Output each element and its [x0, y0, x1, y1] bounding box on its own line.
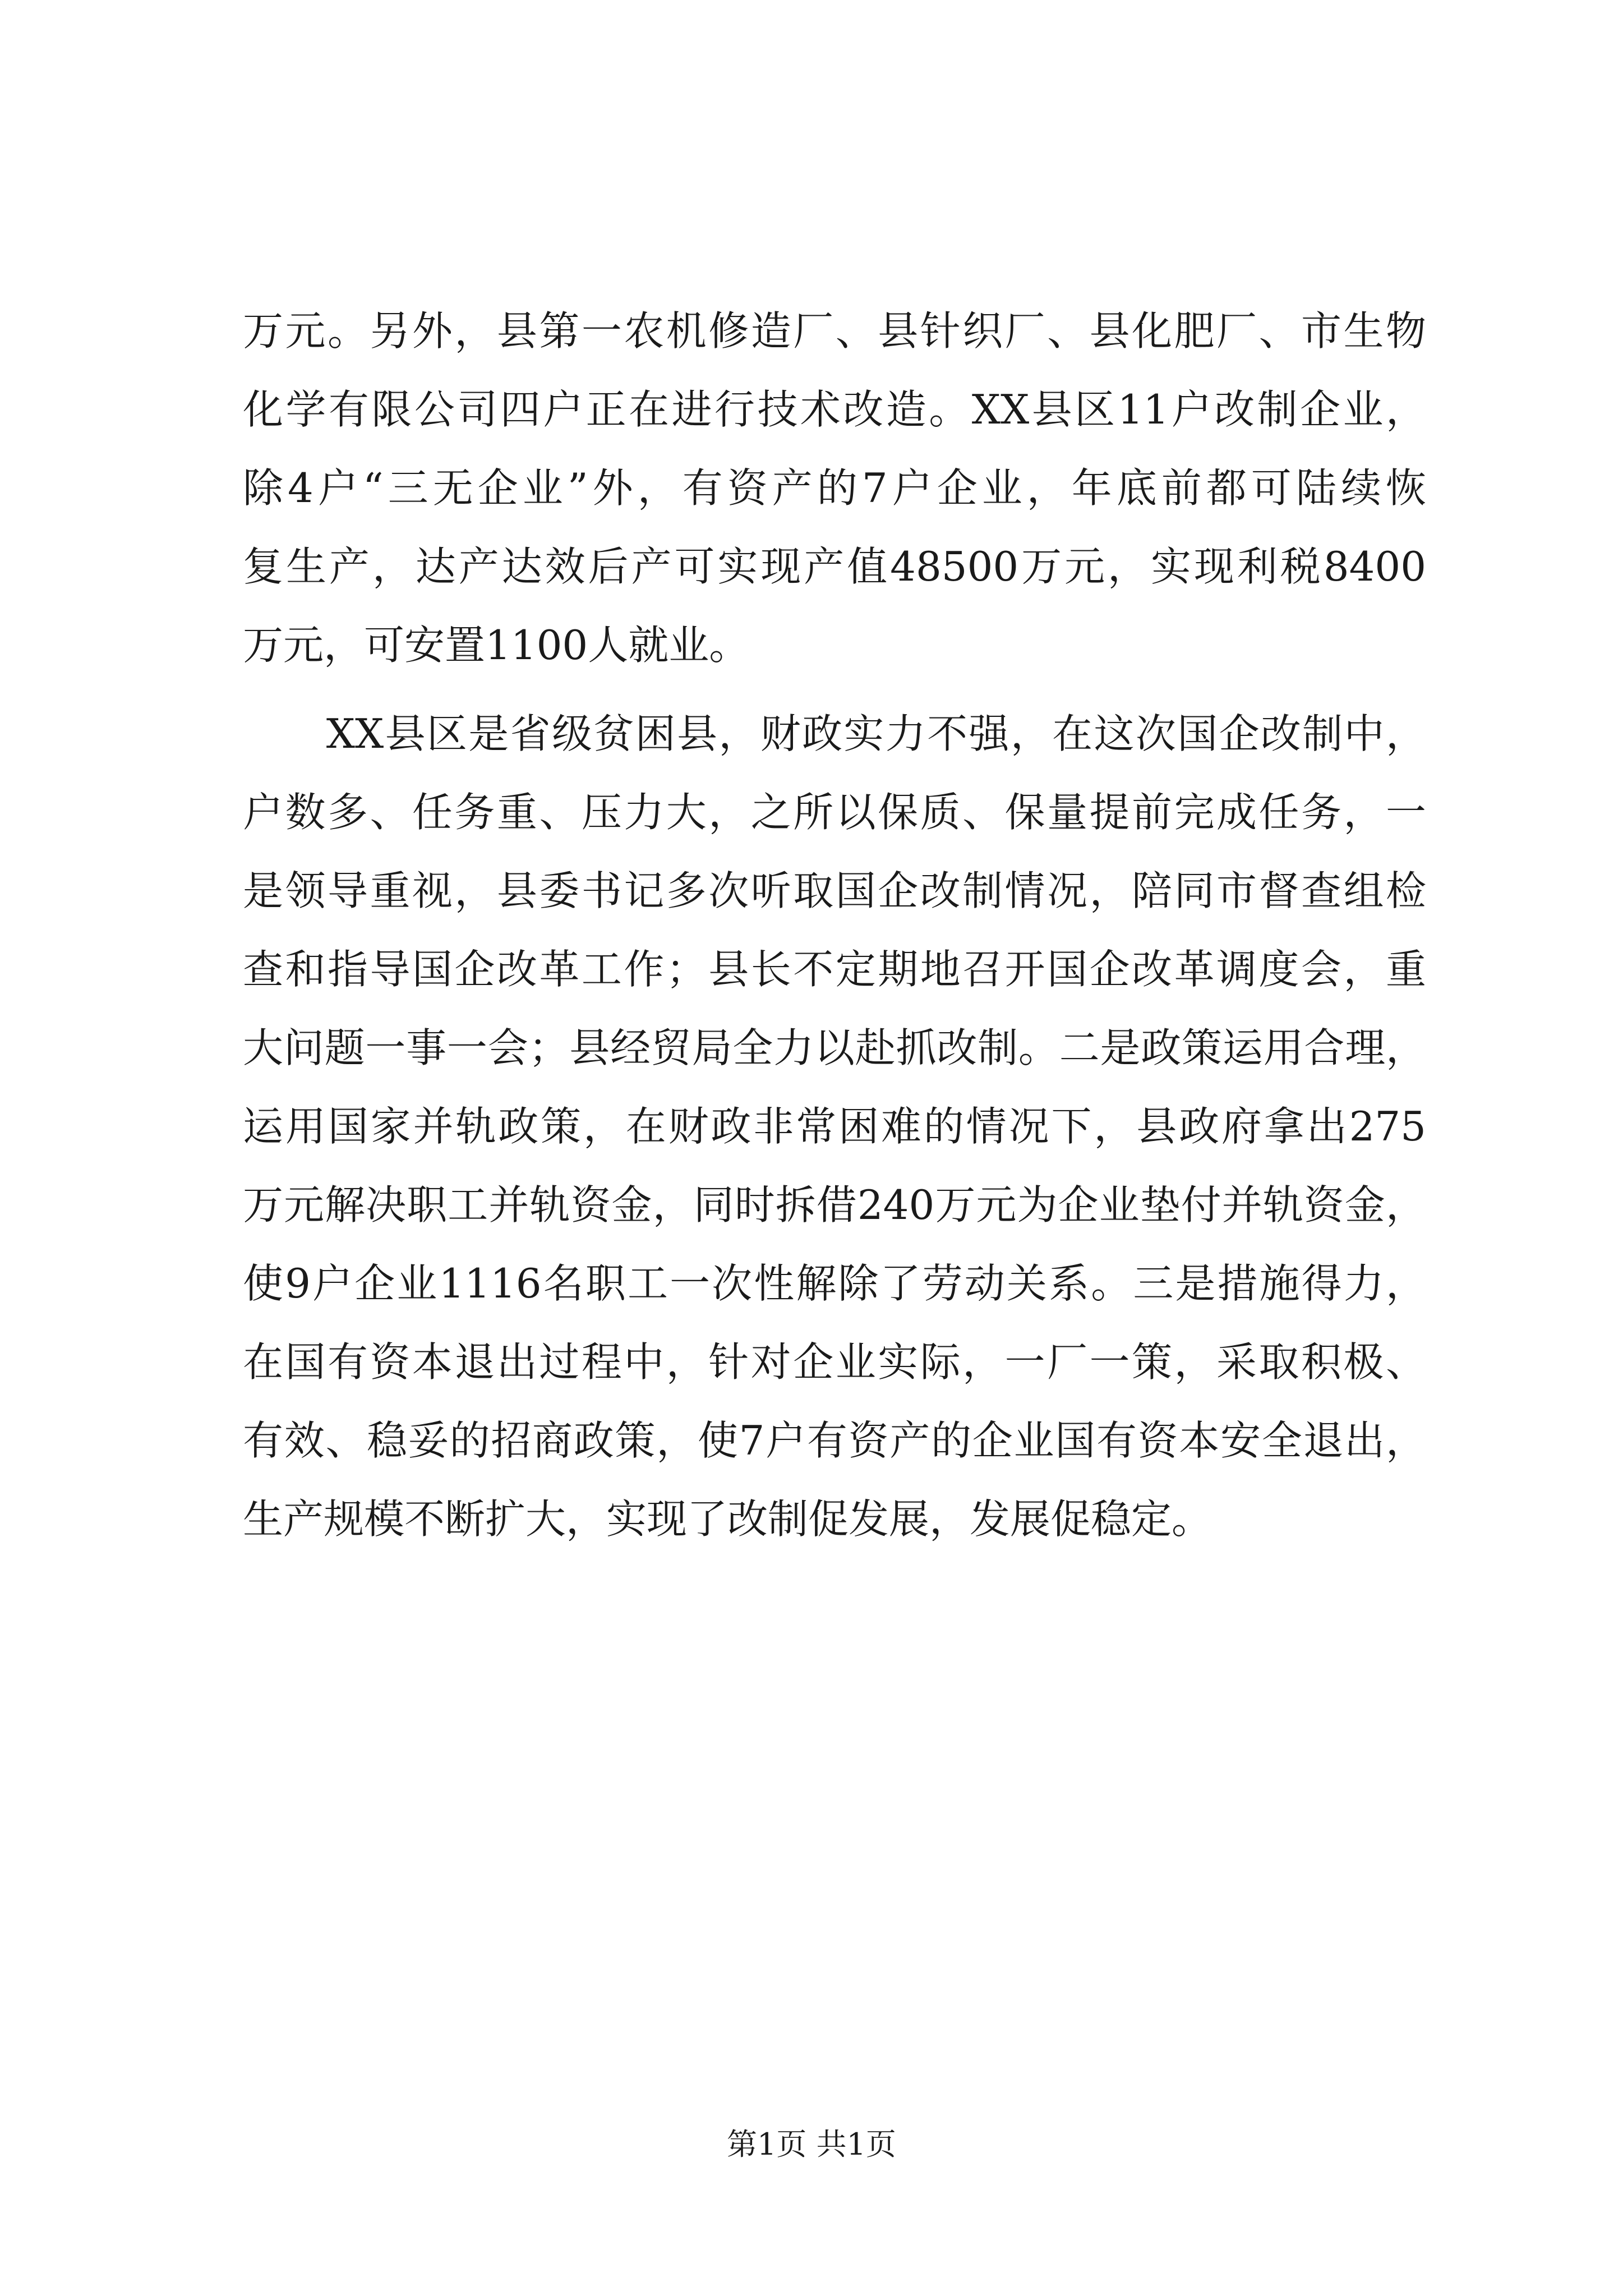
text-line: 除4户“三无企业”外，有资产的7户企业，年底前都可陆续恢 [243, 464, 1426, 512]
text-line: 查和指导国企改革工作；县长不定期地召开国企改革调度会，重 [243, 946, 1426, 993]
paragraph-2 [243, 694, 1426, 1558]
text-line: 化学有限公司四户正在进行技术改造。XX县区11户改制企业， [243, 386, 1426, 433]
text-line: 户数多、任务重、压力大，之所以保质、保量提前完成任务，一 [243, 789, 1426, 836]
text-line: 万元解决职工并轨资金，同时拆借240万元为企业垫付并轨资金， [243, 1181, 1426, 1228]
text-line: 生产规模不断扩大，实现了改制促发展，发展促稳定。 [243, 1496, 1212, 1543]
text-line: 复生产，达产达效后产可实现产值48500万元，实现利税8400 [243, 543, 1426, 590]
document-body [243, 292, 1426, 1558]
paragraph-1 [243, 292, 1426, 684]
page-footer: 第1页 共1页 [727, 2127, 896, 2162]
text-line: XX县区是省级贫困县，财政实力不强，在这次国企改制中， [243, 710, 1426, 757]
text-line: 是领导重视，县委书记多次听取国企改制情况，陪同市督查组检 [243, 867, 1426, 914]
paragraph-spacer [243, 684, 1426, 694]
text-line: 有效、稳妥的招商政策，使7户有资产的企业国有资本安全退出， [243, 1417, 1426, 1464]
text-line: 运用国家并轨政策，在财政非常困难的情况下，县政府拿出275 [243, 1103, 1426, 1150]
text-line: 万元，可安置1100人就业。 [243, 622, 750, 669]
text-line: 大问题一事一会；县经贸局全力以赴抓改制。二是政策运用合理， [243, 1024, 1426, 1071]
text-line: 万元。另外，县第一农机修造厂、县针织厂、县化肥厂、市生物 [243, 307, 1426, 355]
text-line: 使9户企业1116名职工一次性解除了劳动关系。三是措施得力， [243, 1260, 1426, 1307]
text-line: 在国有资本退出过程中，针对企业实际，一厂一策，采取积极、 [243, 1338, 1426, 1386]
